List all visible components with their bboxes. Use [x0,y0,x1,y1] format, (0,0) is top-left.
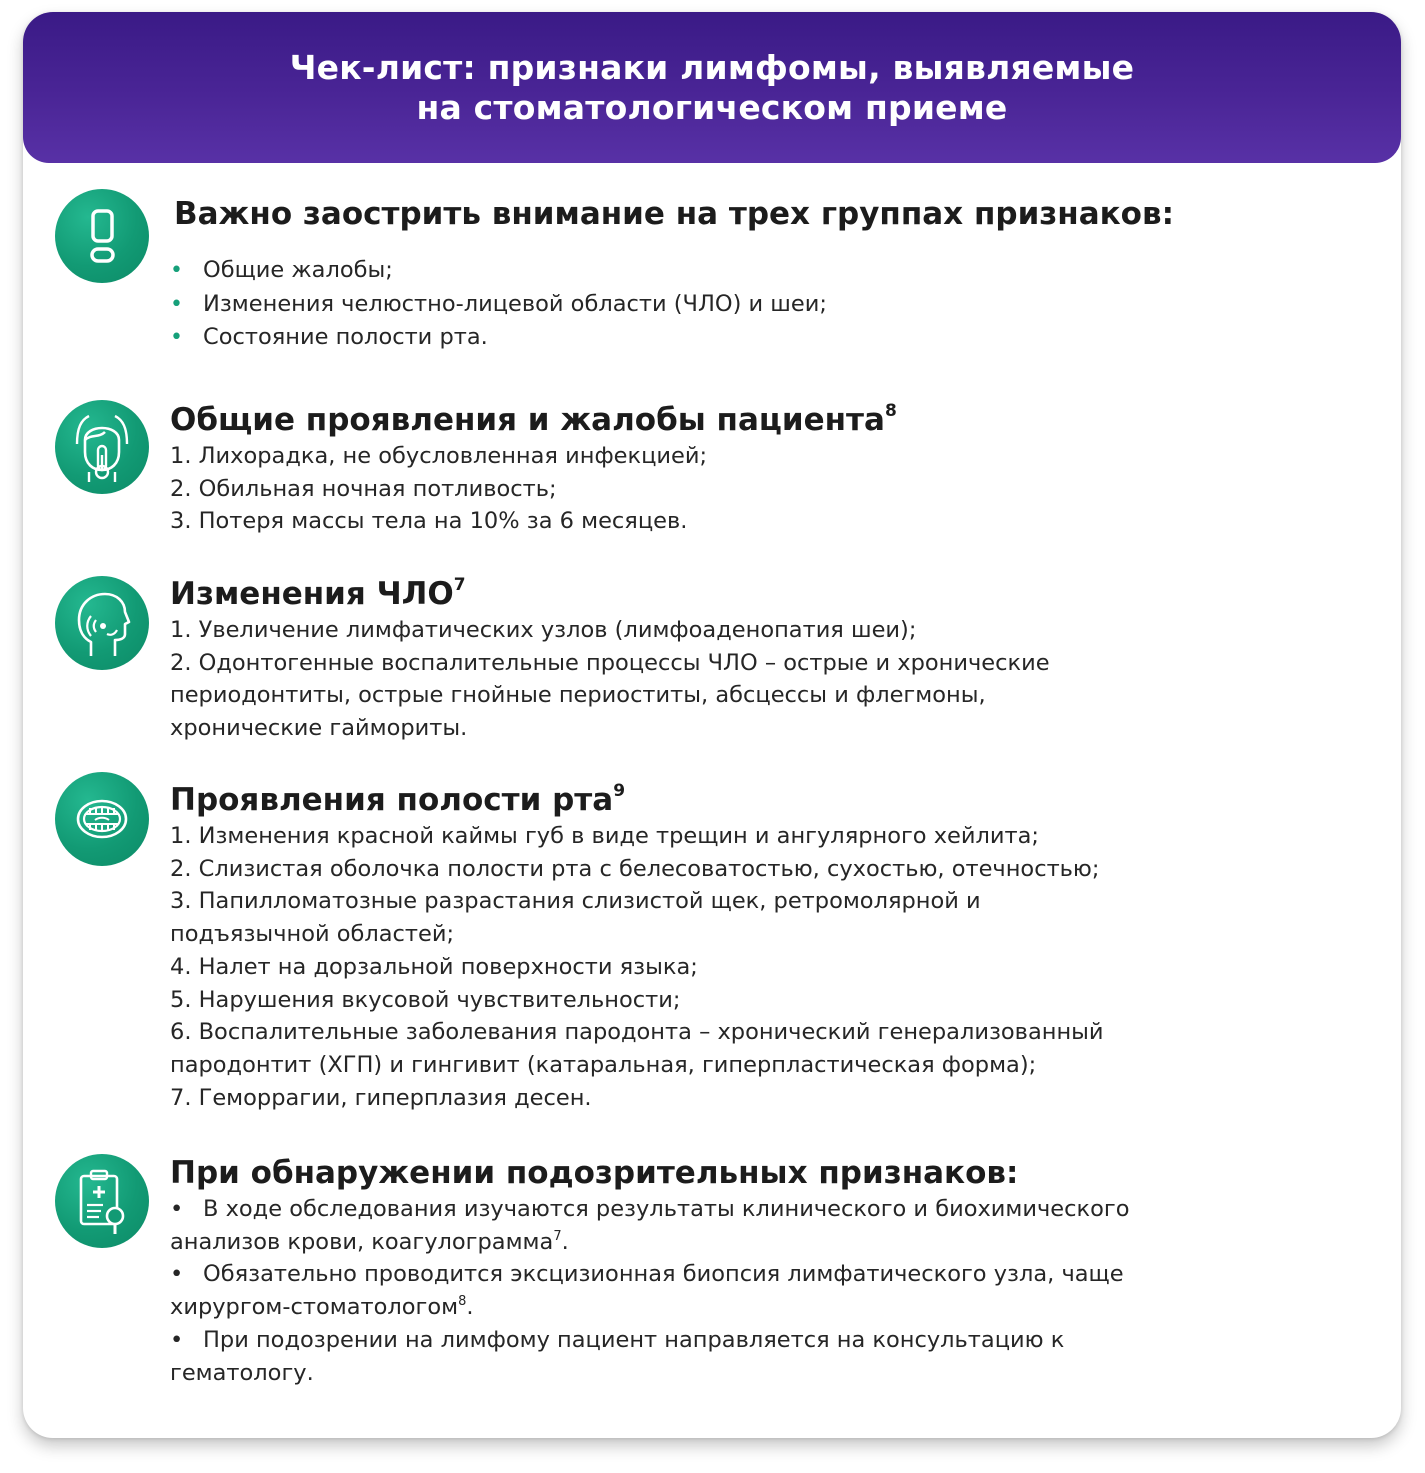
list-item: • Состояние полости рта. [170,321,1320,355]
section-title: При обнаружении подозрительных признаков: [170,1155,1019,1191]
footnote-ref: 8 [458,1294,467,1310]
bullet: • [170,1326,184,1353]
list-item: 4. Налет на дорзальной поверхности языка; [170,953,698,980]
list-item: 1. Изменения красной каймы губ в виде трещин и ангулярного хейлита; [170,823,1039,849]
section-attention-groups [174,194,1324,234]
list-item-continuation: анализов крови, коагулограмма$^7$. [170,1228,569,1255]
list-item-continuation: хирургом-стоматологом$^8$. [170,1294,474,1321]
list-item: 1. Лихорадка, не обусловленная инфекцией; [170,443,708,469]
list-item: 2. Обильная ночная потливость; [170,475,557,502]
list-item: 2. Слизистая оболочка полости рта с белесоватостью, сухостью, отечностью; [170,855,1100,882]
section-title: Проявления полости рта$^9$ [170,781,626,818]
footnote-ref: 9 [613,781,626,801]
header-banner [23,12,1401,163]
footnote-ref: 8 [884,401,897,421]
list-item: • В ходе обследования изучаются результаты клинического и биохимического [170,1193,1320,1226]
list-item: • Общие жалобы; [170,254,1320,288]
bullet-green: • [170,291,183,317]
open-mouth-teeth-icon [55,772,149,866]
exclamation-icon [55,189,149,283]
bullet: • [170,1196,184,1222]
list-item: 5. Нарушения вкусовой чувствительности; [170,986,681,1013]
section-general-complaints [170,400,1320,538]
section-title: Важно заострить внимание на трех группах признаков: [174,196,1174,232]
list-item: • Изменения челюстно-лицевой области (ЧЛО) и шеи; [170,288,1320,322]
list-item: 3. Потеря массы тела на 10% за 6 месяцев. [170,508,688,535]
section-title: Общие проявления и жалобы пациента$^8$ [170,401,897,438]
section-maxillofacial-changes [170,574,1320,745]
page-title-line-1: Чек-лист: признаки лимфомы, выявляемые [289,47,1135,87]
section-suspicious-findings [170,1153,1320,1389]
list-item: 1. Увеличение лимфатических узлов (лимфоаденопатия шеи); [170,617,917,643]
footnote-ref: 7 [553,1228,562,1244]
list-item-continuation: периодонтиты, острые гнойные периоститы, абсцессы и флегмоны, [170,682,986,709]
list-item: 7. Геморрагии, гиперплазия десен. [170,1084,592,1111]
list-item-continuation: гематологу. [170,1359,314,1386]
clipboard-magnifier-icon [55,1154,149,1248]
list-item: 6. Воспалительные заболевания пародонта – хронический генерализованный [170,1019,1104,1046]
list-item: • Обязательно проводится эксцизионная биопсия лимфатического узла, чаще [170,1258,1320,1291]
fever-thermometer-face-icon [55,400,149,494]
section-oral-manifestations [170,780,1320,1114]
section-title: Изменения ЧЛО$^7$ [170,575,466,612]
head-profile-jaw-icon [55,576,149,670]
bullet-green: • [170,258,183,283]
bullet-green: • [170,325,183,351]
list-item: • При подозрении на лимфому пациент направляется на консультацию к [170,1324,1320,1357]
list-item-continuation: подъязычной областей; [170,921,455,948]
list-item-continuation: пародонтит (ХГП) и гингивит (катаральная, гиперпластическая форма); [170,1051,1037,1078]
section-attention-list [170,254,1320,355]
list-item: 3. Папилломатозные разрастания слизистой щек, ретромолярной и [170,888,981,915]
list-item: 2. Одонтогенные воспалительные процессы ЧЛО – острые и хронические [170,649,1050,676]
footnote-ref: 7 [453,575,466,595]
page-title-line-2: на стоматологическом приеме [416,87,1008,127]
list-item-continuation: хронические гаймориты. [170,715,468,742]
bullet: • [170,1261,184,1288]
